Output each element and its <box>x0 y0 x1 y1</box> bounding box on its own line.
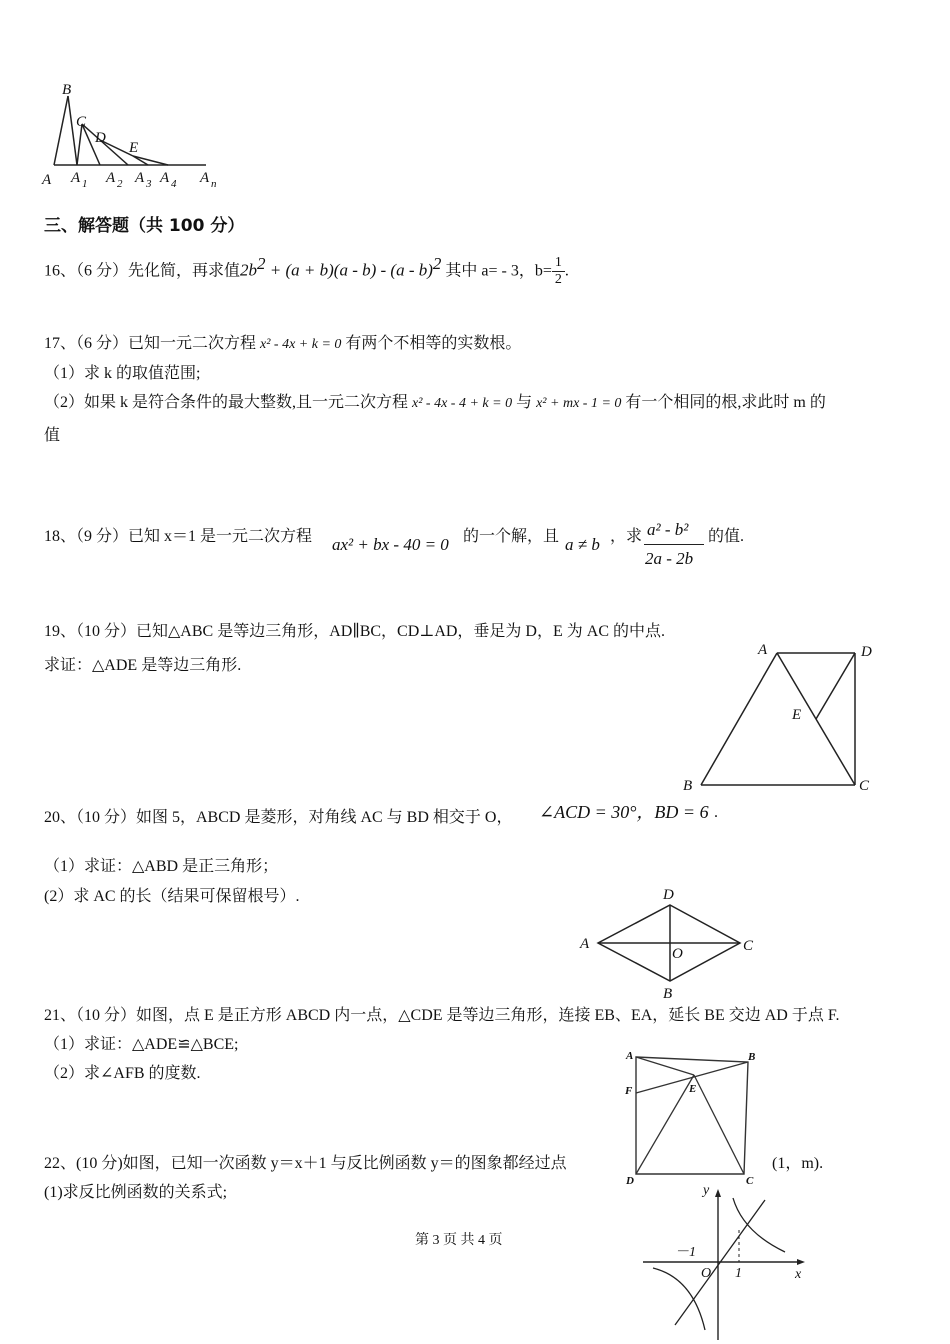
label-A4-sub: 4 <box>171 178 177 190</box>
page-footer: 第 3 页 共 4 页 <box>415 1233 503 1248</box>
q20-part1: （1）求证：△ABD 是正三角形； <box>44 858 279 875</box>
q20-label-A: A <box>580 936 590 952</box>
q20-label-C: C <box>743 938 754 954</box>
label-A3: A <box>135 170 145 186</box>
q21-label-F: F <box>625 1085 633 1097</box>
q21-label-C: C <box>746 1175 754 1187</box>
q20-end: . <box>714 804 718 821</box>
triangle-chain-figure <box>38 78 228 193</box>
q16-prefix: 16、（6 分）先化简，再求值 <box>44 262 241 280</box>
q22-label-y: y <box>703 1183 710 1198</box>
q19-label-C: C <box>859 778 870 794</box>
q20-prefix: 20、（10 分）如图 5，ABCD 是菱形，对角线 AC 与 BD 相交于 O， <box>44 809 513 826</box>
q18-frac-num: a² - b² <box>647 520 689 539</box>
q22-label-neg1: －1 <box>675 1245 696 1260</box>
q17-part2 <box>44 389 826 412</box>
q16-expr-b: + (a + b)(a - b) - (a - b) <box>265 260 433 280</box>
label-A: A <box>42 172 52 188</box>
q17-part2-tail: 有一个相同的根,求此时 m 的 <box>625 394 826 411</box>
question-16: 16、（6 分）先化简，再求值$2b^2 + (a + b)(a - b) - (a - b)^2$ 其中 a= - 3，b= $\frac{1}{2}$ . <box>44 254 569 288</box>
q16-expr-a: 2b <box>240 260 258 280</box>
q18-ask: ，求 <box>610 528 643 545</box>
label-B: B <box>62 82 72 98</box>
label-D: D <box>95 130 106 146</box>
q17-equation-3: x² + mx - 1 = 0 <box>536 396 622 411</box>
q19-label-E: E <box>792 707 802 723</box>
q19-label-A: A <box>758 642 768 658</box>
label-A1: A <box>71 170 81 186</box>
section-heading: 三、解答题（共 100 分） <box>44 216 245 236</box>
q20-condition: ∠ACD = 30°，BD = 6 <box>539 802 709 822</box>
q17-prefix: 17、（6 分）已知一元二次方程 <box>44 335 257 352</box>
q17-equation-2: x² - 4x - 4 + k = 0 <box>412 396 513 411</box>
q17-part2-text: （2）如果 k 是符合条件的最大整数,且一元二次方程 <box>44 394 409 411</box>
q22-part1: (1)求反比例函数的关系式; <box>44 1184 228 1201</box>
q22-label-1: 1 <box>735 1266 742 1281</box>
q20-rhombus-figure <box>572 880 772 1000</box>
q17-part1: （1）求 k 的取值范围; <box>44 365 201 382</box>
label-A1-sub: 1 <box>82 178 88 190</box>
label-A2: A <box>106 170 116 186</box>
q21-label-B: B <box>748 1051 756 1063</box>
q17-and: 与 <box>516 394 533 411</box>
q18-prefix: 18、（9 分）已知 x＝1 是一元二次方程 <box>44 528 313 545</box>
q18-equation: ax² + bx - 40 = 0 <box>332 535 449 554</box>
q17-equation: x² - 4x + k = 0 <box>260 337 342 352</box>
q20-label-B: B <box>663 986 673 1000</box>
q21-label-A: A <box>626 1050 634 1062</box>
question-19: 19、（10 分）已知△ABC 是等边三角形，AD∥BC，CD⊥AD，垂足为 D，E 为 AC 的中点. <box>44 623 665 640</box>
q18-frac-line <box>644 544 704 545</box>
q18-mid: 的一个解，且 <box>463 528 560 545</box>
label-A4: A <box>160 170 170 186</box>
label-A3-sub: 3 <box>146 178 152 190</box>
q17-suffix: 有两个不相等的实数根。 <box>345 335 522 352</box>
label-A2-sub: 2 <box>117 178 123 190</box>
q20-label-O: O <box>672 946 683 962</box>
q19-label-D: D <box>861 644 872 660</box>
label-E: E <box>129 140 139 156</box>
q21-part2: （2）求∠AFB 的度数. <box>44 1065 201 1082</box>
label-An-sub: n <box>211 178 217 190</box>
label-An: A <box>200 170 210 186</box>
q20-label-D: D <box>663 887 674 903</box>
question-18 <box>44 523 312 546</box>
q21-part1: （1）求证：△ADE≌△BCE; <box>44 1036 239 1053</box>
q19-prove: 求证：△ADE 是等边三角形. <box>44 657 242 674</box>
label-C: C <box>76 114 87 130</box>
q19-label-B: B <box>683 778 693 794</box>
q21-square-figure <box>618 1044 763 1189</box>
q22-graph-figure <box>635 1180 815 1340</box>
q18-end: 的值. <box>708 528 745 545</box>
q19-figure <box>680 638 880 798</box>
q22-point: (1，m). <box>772 1155 824 1172</box>
q17-part2-wrap: 值 <box>44 427 61 444</box>
q16-mid: 其中 a= - 3，b= <box>445 262 552 280</box>
q20-part2: (2）求 AC 的长（结果可保留根号）. <box>44 888 300 905</box>
q18-condition: a ≠ b <box>565 535 600 554</box>
question-22: 22、(10 分)如图，已知一次函数 y＝x＋1 与反比例函数 y＝的图象都经过点 <box>44 1155 567 1172</box>
q18-frac-den: 2a - 2b <box>645 549 694 568</box>
q21-label-E: E <box>689 1083 697 1095</box>
question-20 <box>44 804 512 827</box>
q21-label-D: D <box>626 1175 634 1187</box>
q16-fraction: $\frac{1}{2}$ <box>552 255 565 288</box>
q22-label-x: x <box>795 1267 802 1282</box>
question-21: 21、（10 分）如图，点 E 是正方形 ABCD 内一点，△CDE 是等边三角形，连接 EB、EA，延长 BE 交边 AD 于点 F. <box>44 1007 840 1024</box>
q16-end: . <box>564 262 569 280</box>
q22-label-O: O <box>701 1266 712 1281</box>
question-17-line1 <box>44 330 521 353</box>
